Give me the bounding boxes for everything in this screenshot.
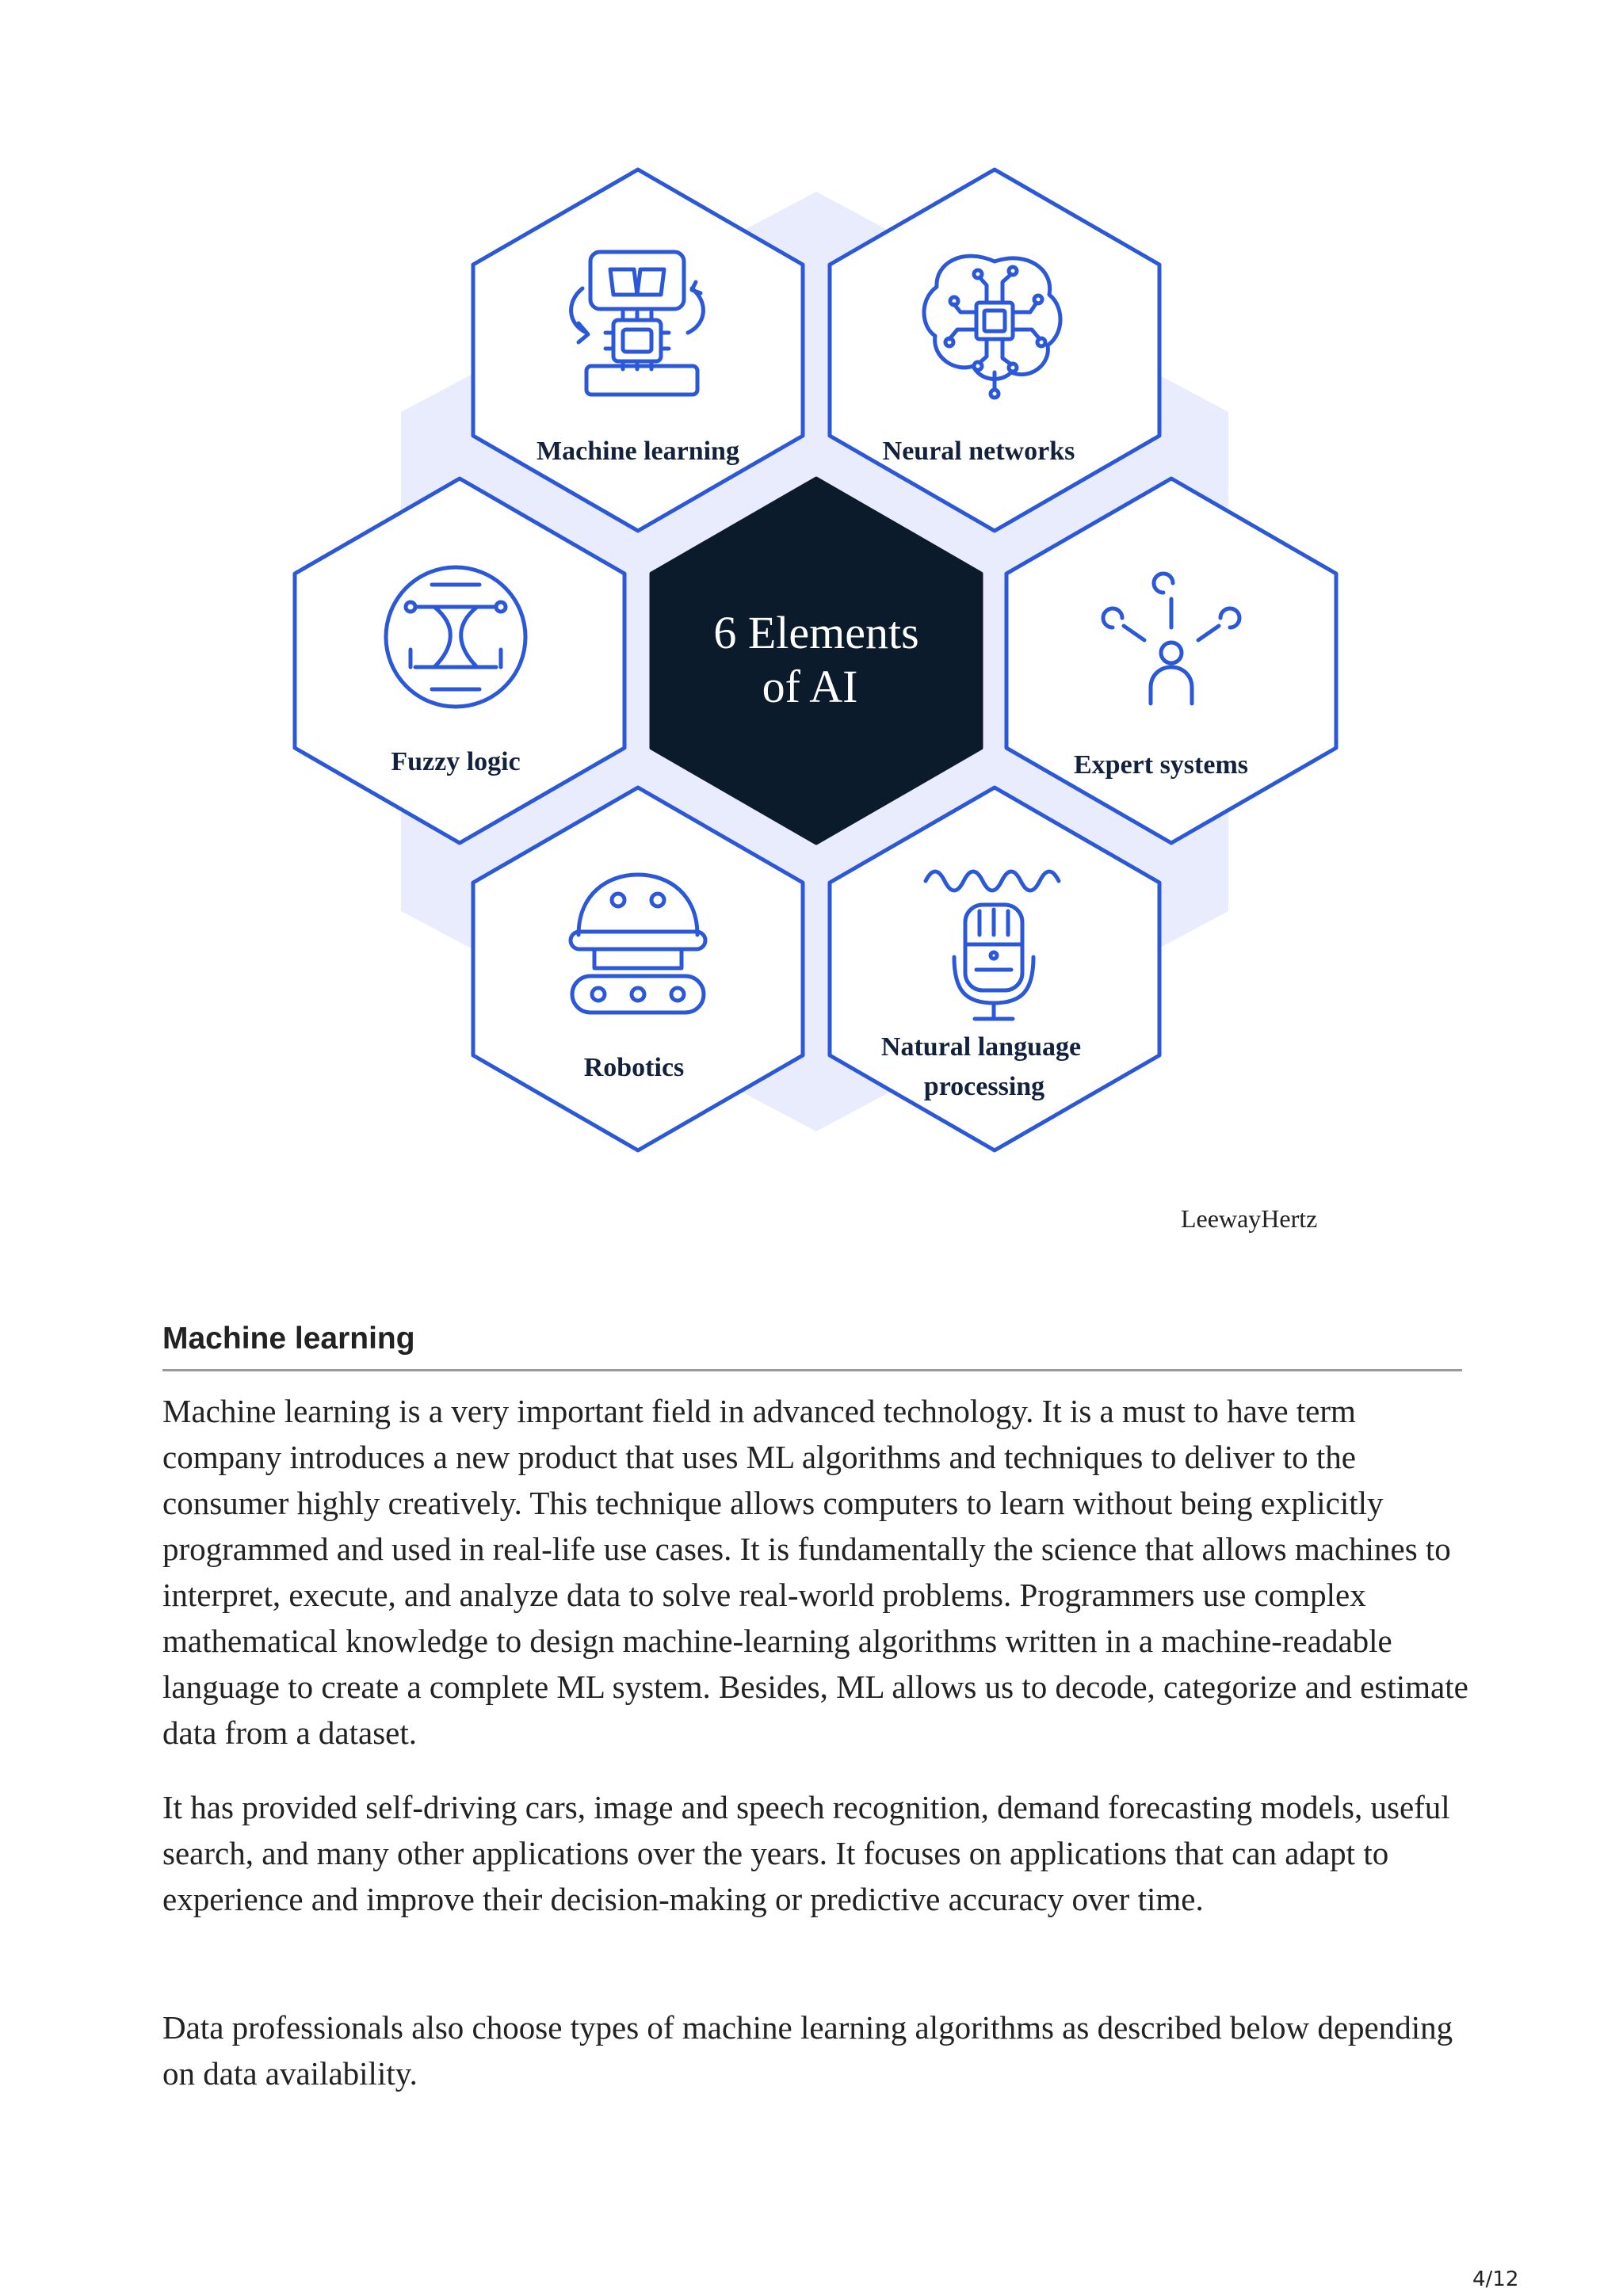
hex-label-fuzzy-logic: Fuzzy logic [391, 747, 521, 776]
paragraph-1: Machine learning is a very important field in advanced technology. It is a must to have term company introduces a new product that uses ML algorithms and techniques to deliver to the consumer highly creatively. This technique allows computers to learn without being explicitly programmed and used in real-life use cases. It is fundamentally the science that allows machines to interpret, execute, and analyze data to solve real-world problems. Programmers use complex mathematical knowledge to design machine-learning algorithms written in a machine-readable language to create a complete ML system. Besides, ML allows us to decode, categorize and estimate data from a dataset. [162, 1393, 1468, 1751]
hex-label-machine-learning: Machine learning [537, 437, 739, 466]
image-credit: LeewayHertz [1181, 1204, 1318, 1233]
page-number: 4/12 [1472, 2267, 1519, 2291]
hex-label-nlp-line-2: processing [923, 1072, 1045, 1101]
heading-divider [162, 1369, 1462, 1371]
section-heading: Machine learning [162, 1322, 415, 1356]
paragraph-2: It has provided self-driving cars, image and speech recognition, demand forecasting models, useful search, and many other applications over the years. It focuses on applications that can adapt to experience and improve their decision-making or predictive accuracy over time. [162, 1789, 1450, 1917]
center-title-line-2: of AI [762, 661, 858, 712]
hex-label-nlp-line-1: Natural language [880, 1032, 1082, 1062]
hex-label-robotics: Robotics [583, 1053, 685, 1082]
paragraph-3: Data professionals also choose types of machine learning algorithms as described below depending on data availability. [162, 2009, 1453, 2092]
center-title-line-1: 6 Elements [713, 607, 919, 658]
hex-label-expert-systems: Expert systems [1073, 750, 1249, 780]
hex-label-neural-networks: Neural networks [882, 437, 1075, 466]
